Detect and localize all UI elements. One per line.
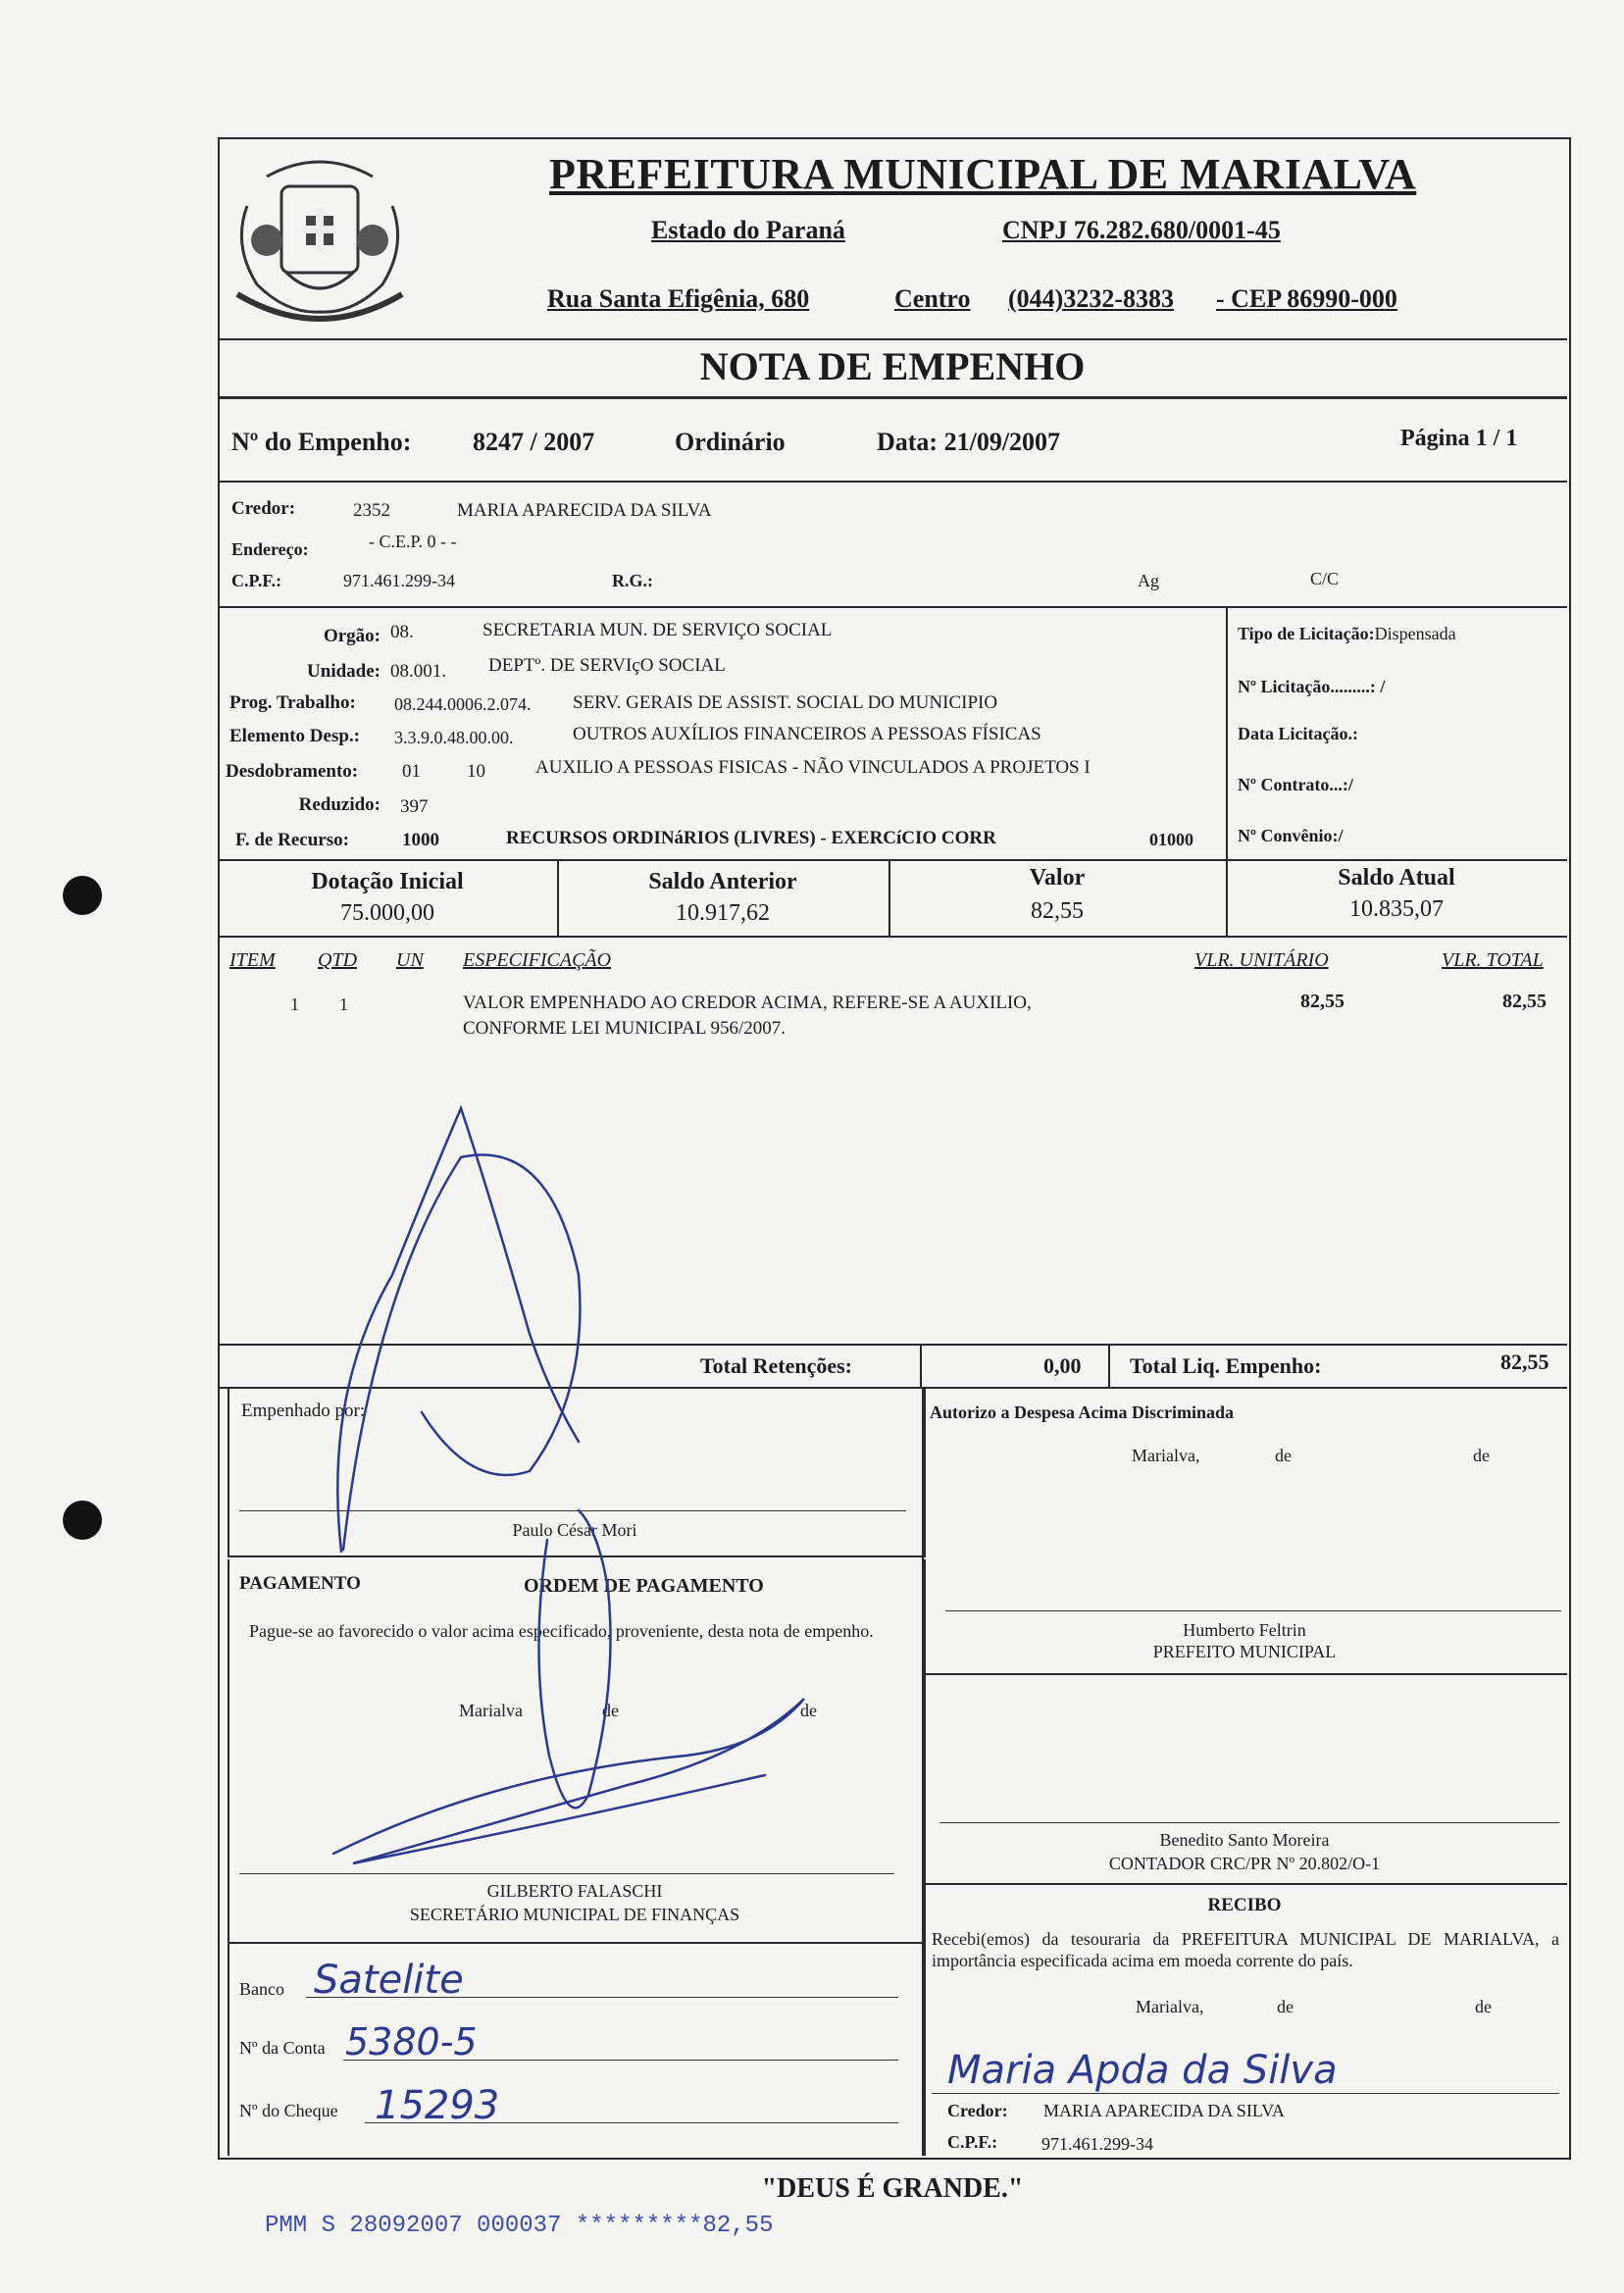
recibo-credor-name: MARIA APARECIDA DA SILVA [1043,2101,1285,2120]
rg-label: R.G.: [612,571,653,590]
reduzido-value: 397 [400,796,429,817]
item-spec-line-2: CONFORME LEI MUNICIPAL 956/2007. [463,1018,787,1039]
desdobramento-code-b: 10 [467,761,485,782]
prog-code: 08.244.0006.2.074. [394,694,532,714]
payment-stamp: PMM S 28092007 000037 *********82,55 [265,2213,774,2239]
address-label: Rua Santa Efigênia, 680 [547,284,810,313]
ag-label: Ag [1138,571,1159,590]
cpf-label: C.P.F.: [231,571,282,590]
liquido-value: 82,55 [1500,1350,1549,1374]
unidade-label: Unidade: [307,661,381,682]
valor-value: 82,55 [1031,898,1084,924]
divider [218,859,1567,861]
autorizo-de-2: de [1473,1446,1490,1465]
signature-line [239,1510,906,1511]
orgao-name: SECRETARIA MUN. DE SERVIÇO SOCIAL [482,620,833,640]
credor-signature: Maria Apda da Silva [947,2048,1338,2093]
prefeito-name: Humberto Feltrin [1183,1620,1306,1640]
orgao-code: 08. [390,622,414,642]
divider-vertical [1108,1344,1110,1387]
recibo-cpf-label: C.P.F.: [947,2132,998,2152]
district-label: Centro [894,284,971,313]
item-number: 1 [290,994,299,1014]
desdobramento-code-a: 01 [402,761,421,782]
document-title: NOTA DE EMPENHO [699,344,1086,388]
saldo-anterior-label: Saldo Anterior [648,869,797,894]
phone-label: (044)3232-8383 [1008,284,1174,313]
column-header-qtd: QTD [318,949,358,971]
signature-line [239,1873,894,1874]
desdobramento-label: Desdobramento: [226,761,359,782]
divider [218,396,1567,399]
autorizo-city: Marialva, [1132,1446,1200,1465]
contrato-number: Nº Contrato...:/ [1238,775,1353,794]
recurso-tail: 01000 [1149,830,1193,849]
page-number: Página 1 / 1 [1400,426,1518,451]
cc-label: C/C [1310,569,1340,588]
conta-line [343,2060,898,2061]
licitacao-number: Nº Licitação.........: / [1238,677,1386,696]
cheque-label: Nº do Cheque [239,2101,338,2120]
conta-value: 5380-5 [345,2020,478,2064]
recurso-code: 1000 [402,830,439,850]
punch-hole-bottom [63,1501,102,1540]
empenho-number: 8247 / 2007 [473,428,595,456]
divider-vertical [1226,606,1228,859]
retencoes-value: 0,00 [1043,1353,1082,1378]
elemento-code: 3.3.9.0.48.00.00. [394,728,514,747]
recurso-name: RECURSOS ORDINáRIOS (LIVRES) - EXERCíCIO CORR [506,828,996,848]
banco-line [306,1997,898,1998]
licitacao-date: Data Licitação.: [1238,724,1358,743]
empenho-label: Nº do Empenho: [231,428,412,456]
item-unit-value: 82,55 [1300,991,1345,1012]
recibo-label: RECIBO [1207,1895,1282,1915]
item-spec-line-1: VALOR EMPENHADO AO CREDOR ACIMA, REFERE-SE A AUXILIO, [463,993,1032,1013]
valor-label: Valor [1029,865,1086,891]
desdobramento-name: AUXILIO A PESSOAS FISICAS - NÃO VINCULADOS A PROJETOS I [535,757,1091,778]
cheque-line [365,2122,898,2123]
cnpj-label: CNPJ 76.282.680/0001-45 [1002,216,1281,244]
licitacao-type-label: Tipo de Licitação:Dispensada [1238,624,1456,643]
recibo-credor-label: Credor: [947,2101,1008,2120]
empenhado-name: Paulo César Mori [512,1520,637,1540]
saldo-atual-value: 10.835,07 [1349,896,1444,922]
credor-label: Credor: [231,498,296,519]
contador-role: CONTADOR CRC/PR Nº 20.802/O-1 [1108,1854,1381,1873]
elemento-name: OUTROS AUXÍLIOS FINANCEIROS A PESSOAS FÍSICAS [573,724,1041,744]
unidade-code: 08.001. [390,661,446,682]
prog-label: Prog. Trabalho: [229,692,356,713]
column-header-total-value: VLR. TOTAL [1442,949,1544,971]
column-header-un: UN [396,949,424,971]
secretario-name: GILBERTO FALASCHI [486,1881,663,1901]
elemento-label: Elemento Desp.: [229,726,360,746]
banco-value: Satelite [314,1958,464,2003]
autorizo-label: Autorizo a Despesa Acima Discriminada [930,1402,1234,1422]
divider [218,606,1567,608]
item-qtd: 1 [339,994,348,1014]
divider-vertical [920,1344,922,1387]
recibo-cpf-value: 971.461.299-34 [1041,2134,1153,2154]
endereco-value: - C.E.P. 0 - - [369,532,457,551]
recibo-city: Marialva, [1136,1997,1204,2016]
signature-line [939,1822,1559,1823]
divider [218,1344,1567,1346]
recibo-text: Recebi(emos) da tesouraria da PREFEITURA MUNICIPAL DE MARIALVA, a importância especificada acima em moeda corrente do país. [932,1929,1559,1970]
conta-label: Nº da Conta [239,2038,326,2058]
cep-label: - CEP 86990-000 [1216,284,1397,313]
municipality-title: PREFEITURA MUNICIPAL DE MARIALVA [549,150,1417,198]
banco-label: Banco [239,1979,284,1999]
recibo-de-1: de [1277,1997,1294,2016]
saldo-atual-label: Saldo Atual [1338,865,1455,891]
saldo-anterior-value: 10.917,62 [676,900,770,926]
coat-of-arms-logo [228,147,412,333]
divider [922,1883,1567,1885]
secretario-role: SECRETÁRIO MUNICIPAL DE FINANÇAS [409,1905,740,1924]
empenho-type: Ordinário [675,428,786,456]
divider [218,481,1567,483]
prefeito-role: PREFEITO MUNICIPAL [1152,1642,1337,1661]
recurso-label: F. de Recurso: [235,830,349,850]
reduzido-label: Reduzido: [298,794,381,815]
credor-code: 2352 [353,500,390,521]
retencoes-label: Total Retenções: [700,1353,852,1378]
orgao-label: Orgão: [323,626,381,646]
signature-line [932,2093,1559,2094]
divider [218,936,1567,938]
empenho-date: Data: 21/09/2007 [877,428,1061,456]
punch-hole-top [63,876,102,915]
unidade-name: DEPTº. DE SERVIçO SOCIAL [488,655,726,676]
pagamento-de-2: de [800,1701,817,1720]
column-header-especificacao: ESPECIFICAÇÃO [463,949,612,971]
endereco-label: Endereço: [231,539,309,559]
cpf-value: 971.461.299-34 [343,571,455,590]
state-label: Estado do Paraná [651,216,845,244]
signature-line [945,1610,1561,1611]
column-header-unit-value: VLR. UNITÁRIO [1194,949,1329,971]
prog-name: SERV. GERAIS DE ASSIST. SOCIAL DO MUNICIPIO [573,692,998,713]
motto: "DEUS É GRANDE." [761,2173,1024,2204]
pagamento-de-1: de [602,1701,619,1720]
autorizo-de-1: de [1275,1446,1292,1465]
cheque-value: 15293 [375,2083,500,2128]
pagamento-text: Pague-se ao favorecido o valor acima especificado, proveniente, desta nota de empenho. [249,1621,874,1641]
divider [218,338,1567,340]
recibo-de-2: de [1475,1997,1492,2016]
column-header-item: ITEM [229,949,276,971]
item-total-value: 82,55 [1502,991,1547,1012]
convenio-number: Nº Convênio:/ [1238,826,1344,845]
divider [922,1673,1567,1675]
pagamento-city: Marialva [459,1701,523,1720]
ordem-pagamento-label: ORDEM DE PAGAMENTO [524,1575,764,1597]
pagamento-label: PAGAMENTO [239,1573,361,1594]
dotacao-inicial-label: Dotação Inicial [311,869,464,894]
contador-name: Benedito Santo Moreira [1159,1830,1330,1850]
liquido-label: Total Liq. Empenho: [1130,1353,1322,1378]
empenhado-label: Empenhado por: [241,1401,366,1421]
dotacao-inicial-value: 75.000,00 [340,900,434,926]
credor-name: MARIA APARECIDA DA SILVA [457,500,712,521]
